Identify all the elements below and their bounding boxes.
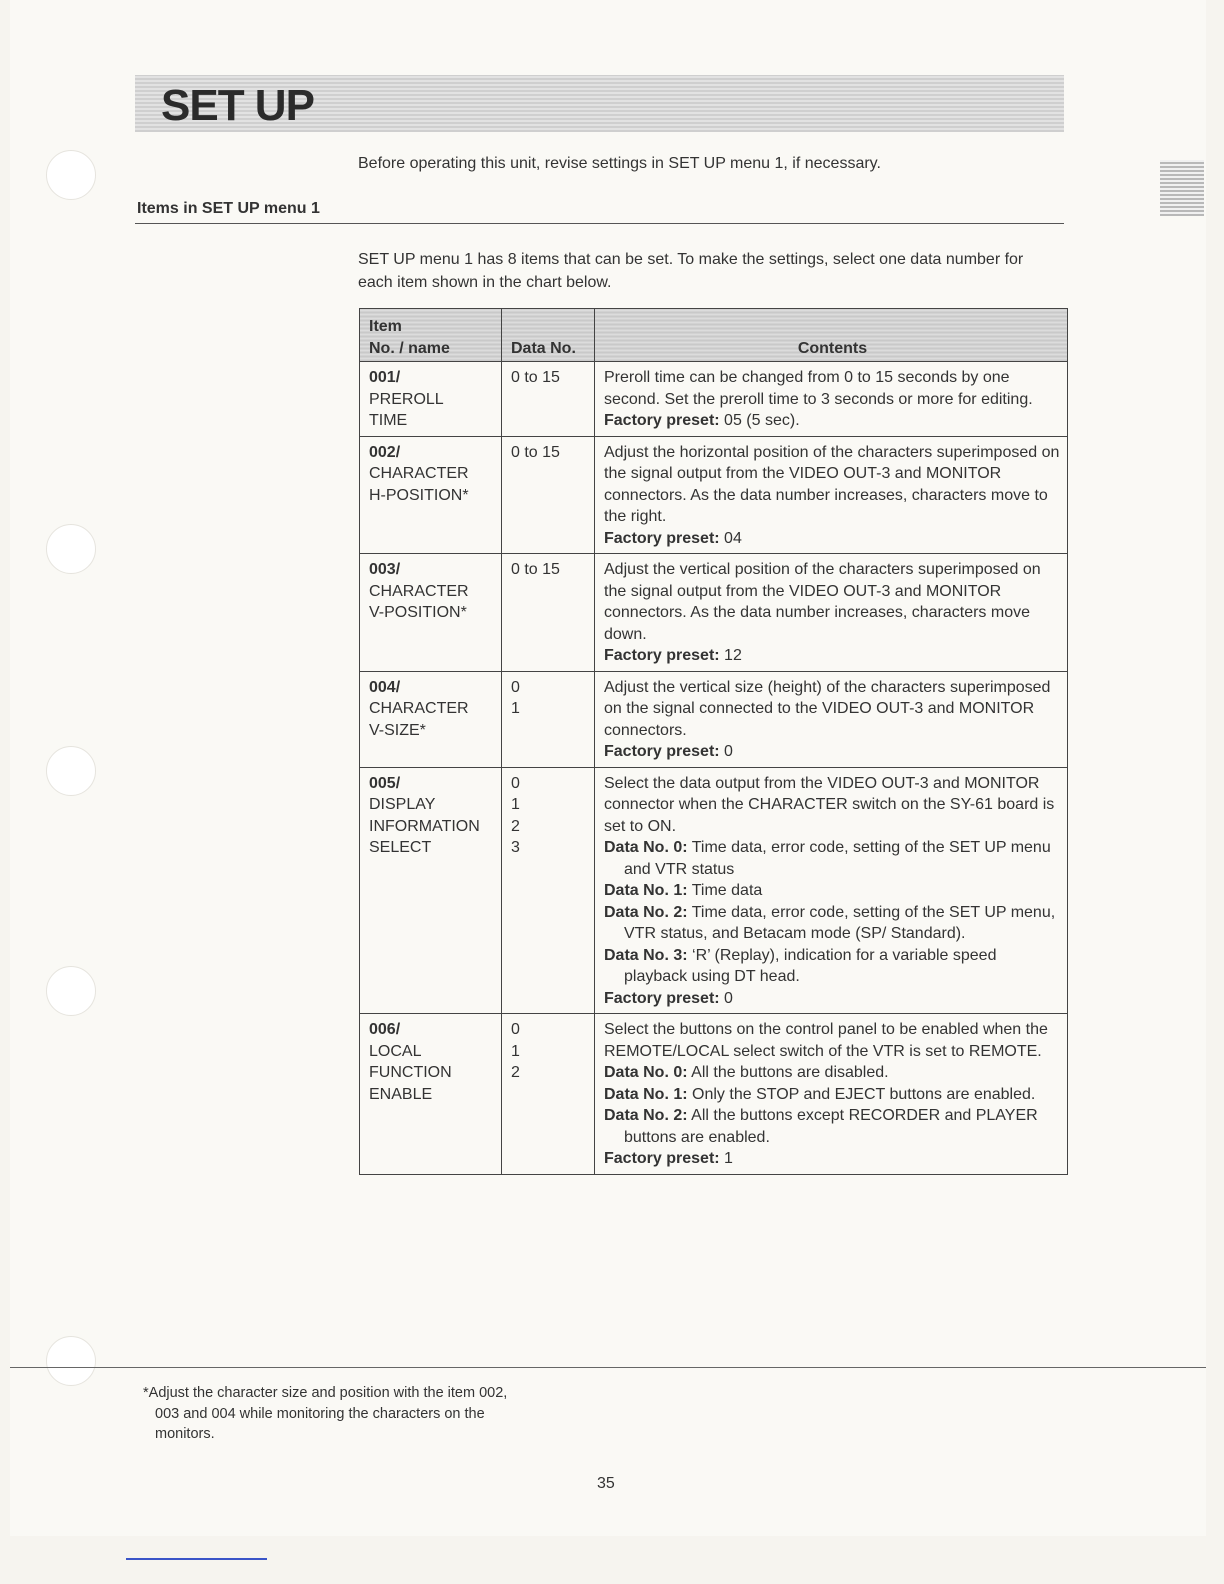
item-cell [360, 436, 502, 554]
data-no-value: 1 [511, 700, 520, 717]
data-no-value: 0 to 15 [511, 443, 560, 461]
data-no-cell [502, 436, 595, 554]
factory-preset-label: Factory preset: [604, 1150, 720, 1167]
data-no-description: Time data [691, 882, 763, 899]
factory-preset-value: 0 [724, 989, 733, 1007]
item-number: 006/ [369, 1021, 401, 1038]
item-name-line: LOCAL [369, 1042, 422, 1060]
contents-text: Select the buttons on the control panel to be enabled when the REMOTE/LOCAL select switch of the VTR is set to REMOTE. [604, 1021, 1048, 1060]
data-no-detail [604, 880, 1061, 902]
item-number: 003/ [369, 561, 401, 578]
header-item-line2: No. / name [369, 339, 450, 357]
data-no-cell [502, 671, 595, 767]
data-no-value: 0 to 15 [511, 561, 560, 578]
data-no-value: 1 [511, 1042, 520, 1060]
factory-preset [604, 741, 1061, 763]
data-no-description: Time data, error code, setting of the SET UP menu and VTR status [624, 839, 1051, 878]
item-name-line: CHARACTER [369, 465, 469, 482]
contents-cell [595, 554, 1068, 672]
data-no-cell [502, 362, 595, 437]
data-no-label: Data No. 1: [604, 882, 688, 899]
data-no-value: 2 [511, 817, 520, 835]
section-heading: Items in SET UP menu 1 [137, 200, 320, 217]
data-no-description: All the buttons except RECORDER and PLAYER buttons are enabled. [624, 1107, 1038, 1146]
data-no-description: Time data, error code, setting of the SET UP menu, VTR status, and Betacam mode (SP/ Standard). [624, 903, 1056, 942]
header-data-no: Data No. [502, 309, 595, 362]
factory-preset-value: 05 (5 sec). [724, 412, 800, 429]
data-no-value: 0 to 15 [511, 369, 560, 386]
data-no-label: Data No. 2: [604, 903, 688, 921]
contents-cell [595, 671, 1068, 767]
contents-text: Adjust the horizontal position of the characters superimposed on the signal output from the VIDEO OUT-3 and MONITOR connectors. As the data number increases, characters move to the right. [604, 443, 1060, 525]
factory-preset [604, 1148, 1061, 1170]
item-name-line: TIME [369, 412, 408, 429]
factory-preset [604, 410, 1061, 432]
data-no-value: 3 [511, 839, 520, 856]
scan-edge-mark [126, 1558, 267, 1560]
item-name-line: SELECT [369, 839, 432, 856]
item-name-line: PREROLL [369, 390, 444, 408]
binder-hole [46, 1336, 96, 1386]
factory-preset [604, 645, 1061, 667]
binder-hole [46, 524, 96, 574]
page-title: SET UP [161, 81, 314, 130]
footer-divider [10, 1367, 1206, 1368]
data-no-detail [604, 1105, 1061, 1148]
contents-text: Select the data output from the VIDEO OUT-3 and MONITOR connector when the CHARACTER switch on the SY-61 board is set to ON. [604, 774, 1055, 835]
data-no-label: Data No. 1: [604, 1085, 688, 1103]
contents-text: Adjust the vertical size (height) of the characters superimposed on the signal connected to the VIDEO OUT-3 and MONITOR connectors. [604, 678, 1051, 739]
factory-preset-value: 12 [724, 647, 742, 664]
data-no-cell [502, 767, 595, 1014]
binder-hole [46, 746, 96, 796]
page-number: 35 [597, 1475, 615, 1492]
data-no-detail [604, 945, 1061, 988]
contents-cell [595, 1014, 1068, 1175]
table-row [360, 1014, 1068, 1175]
item-number: 005/ [369, 774, 401, 792]
header-item-line1: Item [369, 318, 402, 335]
item-cell [360, 671, 502, 767]
item-name-line: INFORMATION [369, 817, 480, 835]
data-no-value: 0 [511, 678, 520, 696]
factory-preset-value: 1 [724, 1150, 733, 1167]
table-header-row [360, 309, 1068, 362]
section-tab-marker [1160, 160, 1204, 216]
data-no-value: 2 [511, 1064, 520, 1081]
data-no-detail [604, 837, 1061, 880]
factory-preset-value: 04 [724, 529, 742, 547]
footnote-line: monitors. [155, 1426, 215, 1442]
factory-preset [604, 528, 1061, 550]
item-cell [360, 554, 502, 672]
item-name-line: CHARACTER [369, 582, 469, 600]
intro-paragraph: SET UP menu 1 has 8 items that can be set. To make the settings, select one data number for each item shown in the chart below. [358, 251, 1024, 291]
data-no-label: Data No. 2: [604, 1107, 688, 1124]
contents-text: Preroll time can be changed from 0 to 15 seconds by one second. Set the preroll time to 3 seconds or more for editing. [604, 369, 1033, 408]
data-no-description: ‘R’ (Replay), indication for a variable speed playback using DT head. [624, 946, 997, 985]
binder-hole [46, 966, 96, 1016]
binder-hole [46, 150, 96, 200]
item-name-line: FUNCTION [369, 1064, 452, 1081]
item-cell [360, 362, 502, 437]
footnote-line: 003 and 004 while monitoring the characters on the [155, 1405, 485, 1422]
footnote [143, 1383, 583, 1445]
data-no-label: Data No. 0: [604, 1064, 688, 1081]
table-row [360, 554, 1068, 672]
data-no-value: 0 [511, 774, 520, 792]
factory-preset-value: 0 [724, 743, 733, 760]
factory-preset-label: Factory preset: [604, 647, 720, 664]
footnote-line: *Adjust the character size and position with the item 002, [143, 1385, 508, 1401]
intro-text: Before operating this unit, revise settings in SET UP menu 1, if necessary. [358, 155, 881, 172]
item-name-line: ENABLE [369, 1085, 433, 1103]
setup-menu-table [359, 308, 1068, 1175]
data-no-detail [604, 1084, 1061, 1106]
data-no-label: Data No. 3: [604, 946, 688, 964]
data-no-cell [502, 1014, 595, 1175]
item-name-line: DISPLAY [369, 796, 436, 813]
header-item [360, 309, 502, 362]
item-name-line: H-POSITION* [369, 486, 469, 504]
item-cell [360, 767, 502, 1014]
contents-cell [595, 767, 1068, 1014]
data-no-cell [502, 554, 595, 672]
data-no-value: 0 [511, 1021, 520, 1038]
data-no-value: 1 [511, 796, 520, 813]
data-no-detail [604, 902, 1061, 945]
table-row [360, 436, 1068, 554]
item-cell [360, 1014, 502, 1175]
factory-preset-label: Factory preset: [604, 412, 720, 429]
data-no-label: Data No. 0: [604, 839, 688, 856]
factory-preset-label: Factory preset: [604, 989, 720, 1007]
contents-text: Adjust the vertical position of the characters superimposed on the signal output from the VIDEO OUT-3 and MONITOR connectors. As the data number increases, characters move down. [604, 561, 1041, 643]
table-body [360, 362, 1068, 1175]
data-no-detail [604, 1062, 1061, 1084]
item-number: 004/ [369, 678, 401, 696]
data-no-description: Only the STOP and EJECT buttons are enabled. [692, 1085, 1036, 1103]
item-number: 001/ [369, 369, 401, 386]
table-row [360, 767, 1068, 1014]
factory-preset [604, 988, 1061, 1010]
section-divider [135, 223, 1064, 224]
table-row [360, 671, 1068, 767]
item-name-line: V-SIZE* [369, 721, 426, 739]
item-number: 002/ [369, 443, 401, 461]
item-name-line: CHARACTER [369, 700, 469, 717]
factory-preset-label: Factory preset: [604, 743, 720, 760]
title-bar [135, 75, 1064, 132]
item-name-line: V-POSITION* [369, 604, 467, 621]
data-no-description: All the buttons are disabled. [691, 1064, 889, 1081]
contents-cell [595, 436, 1068, 554]
table-row [360, 362, 1068, 437]
header-contents: Contents [595, 309, 1068, 362]
factory-preset-label: Factory preset: [604, 529, 720, 547]
contents-cell [595, 362, 1068, 437]
